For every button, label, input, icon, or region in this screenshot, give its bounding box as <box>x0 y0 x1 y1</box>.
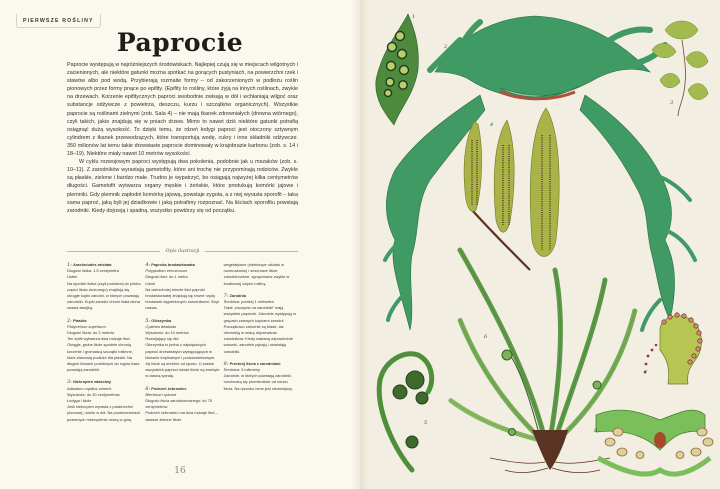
sporangium-figure <box>644 313 702 384</box>
captions <box>67 262 298 429</box>
caption-latin: Blechnum spicant <box>145 391 177 397</box>
divider <box>67 251 160 252</box>
caption-item <box>67 318 141 374</box>
caption-item <box>145 318 219 380</box>
caption-line: Wysokość: do 10 metrów <box>145 330 189 336</box>
right-page-illustration <box>360 0 720 489</box>
caption-latin: Adiantum capillus-veneris <box>67 385 112 391</box>
caption-line: Rozwijający się liść <box>145 336 179 342</box>
caption-number: 4: <box>145 262 151 268</box>
caption-item <box>145 262 219 312</box>
fiddlehead-figure <box>379 354 431 470</box>
caption-line: Olbrzymka to jedna z największych paproci drzewiastych występujących w klimacie tropikalnym i podzwrotnikowym. Jej liście są srebrne od spodu. U prawie wszystkich paproci młode liście są zwinięte w ciasną spiralę. <box>145 342 220 379</box>
figure-label-7: 7 <box>644 370 648 376</box>
caption-name: Arachniodes aristata <box>72 262 112 267</box>
caption-line: Listek <box>67 274 78 280</box>
body-paragraph: Paprocie występują w najróżniejszych środowiskach. Najlepiej czują się w miejscach wilgotnych i zacienionych, ale niektóre gatunki można spotkać na gorących pustyniach, na powierzchni rzek i stawów albo pod wodą. Przybierają rozmaite formy – od zakorzenionych w podłożu roślin pionowych przez formy pnące po epifity. (Epifity to rośliny, które żyją na innych roślinach, zwykle na drzewach. Korzenie epifitycznych paproci swobodnie zwisają w dół i wchłaniają wilgoć oraz substancje odżywcze z powietrza, deszczu, kurzu i szczątków organicznych). Wszystkie paprocie są roślinami zielnymi (zob. Sala 4) – nie mają tkanek zdrewniałych (drewna wtórnego), czyli takich, jakie znajdują się w pniach drzew. Mimo to nawet dziś niektóre gatunki potrafią osiągnąć dużą wysokość. To dzięki temu, że rdzeń łodygi paproci jest otoczony sztywnym cylindrem z tkanek przewodzących, które transportują wodę, cukry i inne składniki odżywcze. 350 milionów lat temu takie drzewiaste paprocie dominowały w krajobrazie karbonu (zob. s. 14 i 18–19). Niektóre miały nawet 10 metrów wysokości. <box>67 62 298 158</box>
caption-line: Długość liści: do 1 metra <box>145 274 188 280</box>
caption-line: Jeśli niekropień wyrasta z powierzchni pionowej, rośnie w dół. Na powierzchniach poziomych niekropienie rosną w górę. <box>67 404 141 422</box>
caption-line: Na spodzie listka (czyli podobnej do piórka części liścia złożonego) znajdują się okrągłe kupki zarodni, w których powstają zarodniki. Kupki zarodni chroni biała błona zwana zawijką. <box>67 280 141 311</box>
caption-latin: Polypodium verrucosum <box>145 268 188 274</box>
figure-label-3: 3 <box>670 100 674 106</box>
fern-illustration <box>360 0 720 489</box>
caption-latin: Cyathea dealbata <box>145 323 176 329</box>
caption-line: Takie „naczynia na zarodniki” mają wszystkie paprocie. Zarodnie występują w grupach zwanych kupkami zarodni. Początkowo zarodnie są blade, ale ciemnieją w miarę dojrzewania zarodników. Kiedy nastaną odpowiednie warunki, zarodnie pękają i uwalniają zarodniki. <box>223 305 297 354</box>
body-text <box>67 61 298 215</box>
caption-item <box>224 293 298 355</box>
caption-name: Płaskla <box>72 317 87 323</box>
caption-number: 7: <box>223 292 229 299</box>
caption-item <box>67 379 141 422</box>
divider <box>205 251 298 252</box>
figure-label-4: 4 <box>490 122 494 128</box>
captions-heading <box>67 247 298 255</box>
caption-item <box>67 262 141 312</box>
caption-line: Długość liścia zarodnionośnego: do 75 centymetrów <box>145 398 212 410</box>
caption-column <box>224 262 298 429</box>
caption-line: Długość listka: 1,5 centymetra <box>67 268 119 274</box>
caption-line: Ten epifit wytwarza dwa rodzaje liści. Okrągłe, grube liście spodnie chronią korzenie i gromadzą szczątki roślinne, które stanowią podłoże dla płaskli. Na długich liściach podobnych do rogów łosia powstają zarodniki. <box>67 336 140 373</box>
caption-line: Średnica: poniżej 1 milimetra <box>223 299 274 305</box>
caption-line: Długość liścia: do 2 metrów <box>67 330 115 336</box>
figure-label-5: 5 <box>424 420 428 426</box>
caption-number: 5: <box>145 317 151 324</box>
caption-item <box>224 361 298 392</box>
caption-line: Łodyga i liście <box>67 398 92 404</box>
caption-item <box>145 386 219 423</box>
caption-name: Niekropień właściwy <box>72 379 112 385</box>
caption-name: Paproka brodawkowata <box>151 262 195 267</box>
caption-number: 6: <box>145 385 151 392</box>
caption-line: Średnica: 3 milimetry <box>223 367 260 373</box>
polypodium-leaves-figure <box>464 108 559 270</box>
caption-line: Podrzeń żebrowiec ma dwa rodzaje liści – zawsze zielone liście <box>145 410 218 422</box>
page-title: Paprocie <box>116 28 244 57</box>
figure-label-2: 2 <box>444 44 448 50</box>
caption-number: 8: <box>223 360 229 367</box>
captions-heading-label: Opis ilustracji <box>165 248 200 254</box>
caption-line: Na wierzchniej stronie liści paproki brodawkowatej znajdują się równe rzędy brodawek wypełnionych zarodnikami. Stąd nazwa. <box>145 286 219 311</box>
caption-line: Liście <box>145 280 156 286</box>
caption-item-continued <box>224 262 298 287</box>
figure-label-1: 1 <box>412 14 416 20</box>
leaf-cross-section-figure <box>596 410 713 474</box>
caption-name: Olbrzymka <box>151 317 172 323</box>
caption-latin: Platycerium superbum <box>67 323 106 329</box>
figure-label-8: 8 <box>594 428 598 434</box>
caption-name: Podrzeń żebrowiec <box>151 385 187 391</box>
pinnule-with-sori-figure <box>376 14 419 125</box>
caption-line: Wysokość: do 30 centymetrów <box>67 391 120 397</box>
caption-column <box>67 262 141 429</box>
caption-number: 2: <box>67 317 72 324</box>
caption-line: Zarodnie, w których powstają zarodniki, rozchodzą się promieniście od nerwu liścia. Na rysunku nerw jest ciemniejszy. <box>223 373 293 391</box>
body-paragraph: W cyklu rozwojowym paproci występują dwa pokolenia, podobnie jak u mszaków (zob. s. 10–11). Z zarodników wyrastają gametofity, które ani trochę nie przypominają rodziców. Zwykle są płaskie, zielone i bardzo małe. Trudno je wypatrzyć, bo osiągają najwyżej kilka centymetrów długości. Gametofit wytwarza organy męskie i żeńskie, które produkują komórki jajowe i plemniki. Gdy plemnik zapłodni komórkę jajową, powstaje zygota, a z niej wyrasta sporofit – taka sama paproć, jaką byli jej dziadkowie i jaką potrafimy rozpoznać. Na liściach sporofitu powstają zarodniki. Kiedy dojrzeją i spadną, wszystko powtórzy się od początku. <box>67 159 298 214</box>
caption-line: wegetatywne (niebiorące udziału w rozmnażaniu) i sezonowe liście zarodnionośne, zgrupowane zwykle w środkowej części rośliny. <box>223 262 290 286</box>
figure-label-6: 6 <box>484 334 488 340</box>
maidenhair-fern-figure <box>652 21 708 116</box>
page-number: 16 <box>174 466 186 476</box>
caption-column <box>145 262 219 429</box>
chapter-tab: PIERWSZE ROŚLINY <box>16 14 101 28</box>
caption-number: 1: <box>67 262 72 268</box>
caption-name: Przekrój liścia z zarodniami <box>229 360 281 366</box>
caption-name: Zarodnia <box>229 292 247 298</box>
caption-number: 3: <box>67 379 72 386</box>
